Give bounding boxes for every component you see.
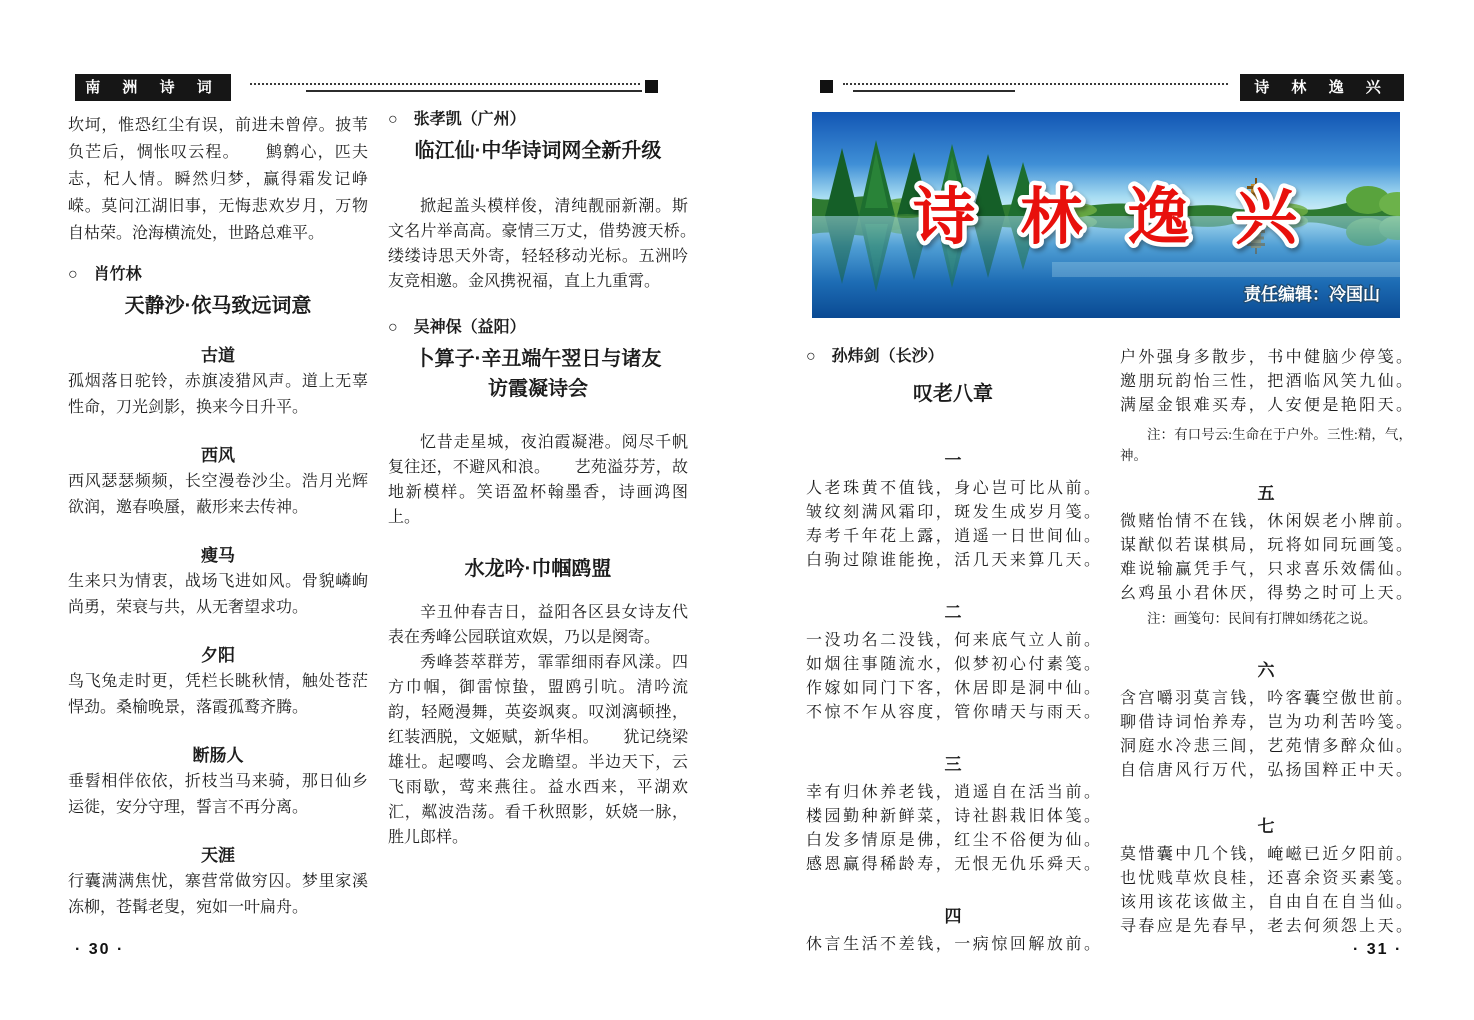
poem-line: 休言生活不差钱，一病惊回解放前。: [806, 936, 1100, 953]
banner-title: 诗 林 逸 兴: [913, 183, 1311, 252]
stanza-heading: 六: [1257, 661, 1275, 680]
section-heading: 西风: [201, 446, 235, 465]
section-text: 垂髫相伴依依，折枝当马来骑，那日仙乡运徙，安分守理，誓言不再分离。: [68, 773, 368, 816]
poem-line: 满屋金银难买寿，人安便是艳阳天。: [1120, 397, 1412, 414]
section-text: 鸟飞兔走时更，凭栏长眺秋情，触处苍茫悍劲。桑榆晚景，落霞孤鹜齐腾。: [68, 673, 368, 716]
author-line: ○ 孙炜剑（长沙）: [806, 348, 944, 365]
stanza-heading: 三: [944, 755, 962, 774]
footnote: 注：有口号云:生命在于户外。三性:精，气，神。: [1120, 427, 1412, 463]
poem-body: 忆昔走星城，夜泊霞凝港。阅尽千帆复往还，不避风和浪。 艺苑溢芬芳，故地新模样。笑语盈杯翰墨香，诗画鸿图上。: [388, 434, 688, 526]
banner-illustration: [812, 112, 1400, 318]
poem-section: [68, 343, 368, 421]
page-number-right: · 31 ·: [1353, 941, 1403, 958]
stanza-heading: 二: [944, 603, 962, 622]
author-line: ○ 吴神保（益阳）: [388, 319, 526, 336]
poem-line: 该用该花该做主，自由自在自当仙。: [1120, 894, 1412, 911]
poem-line: 楼园勤种新鲜菜，诗社斟栽旧体笺。: [806, 808, 1100, 825]
stanza: [1120, 482, 1412, 629]
poem-line: 邀朋玩韵怡三性，把酒临风笑九仙。: [1120, 373, 1412, 390]
poem-line: 不惊不乍从容度，管你晴天与雨天。: [806, 704, 1100, 721]
section-heading: 天涯: [201, 846, 235, 865]
left-page-column-1: [68, 112, 368, 921]
section-heading: 瘦马: [201, 546, 235, 565]
poem-line: 如烟往事随流水，似梦初心付素笺。: [806, 656, 1100, 673]
section-heading: 断肠人: [192, 746, 244, 765]
poem-line: 微赌怡情不在钱，休闲娱老小牌前。: [1120, 513, 1412, 530]
water-light-band: [1052, 262, 1400, 277]
poem-body: 掀起盖头模样俊，清纯靓丽新潮。斯文名片举高高。豪情三万丈，借势渡天桥。 缕缕诗思天外寄，轻轻移动光标。五洲吟友竞相邀。金风携祝福，直上九重霄。: [388, 198, 721, 290]
poem-line: 洞庭水冷悲三闾，艺苑情多醉众仙。: [1120, 738, 1412, 755]
poem-preface: 辛丑仲春吉日，益阳各区县女诗友代表在秀峰公园联谊欢娱，乃以是阕寄。: [388, 604, 688, 646]
poem-line: 人老珠黄不值钱，身心岂可比从前。: [806, 480, 1100, 497]
stanza: [806, 905, 1100, 957]
stanza: [1120, 815, 1412, 939]
right-page-column-1: [806, 345, 1100, 957]
left-page-column-2: [388, 108, 721, 850]
poem-line: 谋猷似若谋棋局，玩将如同玩画笺。: [1120, 537, 1412, 554]
author-line: ○ 肖竹林: [68, 266, 142, 283]
poem-line: 含宫嚼羽莫言钱，吟客囊空傲世前。: [1120, 690, 1412, 707]
poem-line: 难说输赢凭手气，只求喜乐效儒仙。: [1120, 561, 1412, 578]
page-number-left: · 30 ·: [75, 941, 125, 958]
poem-line: 作嫁如同门下客，休居即是洞中仙。: [806, 680, 1100, 697]
poem-section: [68, 543, 368, 621]
poem-line: 白发多情原是佛，红尘不俗便为仙。: [806, 832, 1100, 849]
section-text: 孤烟落日驼铃，赤旗凌猎风声。道上无辜性命，刀光剑影，换来今日升平。: [68, 373, 368, 416]
stanza: [806, 753, 1100, 877]
stanza-heading: 四: [944, 907, 962, 926]
poem-line: 莫惜囊中几个钱，崦嵫已近夕阳前。: [1120, 846, 1412, 863]
corner-square-left: [645, 80, 658, 93]
author-line: ○ 张孝凯（广州）: [388, 111, 526, 128]
poem-title-line2: 访霞凝诗会: [488, 378, 588, 400]
poem-line: 感恩赢得稀龄寿，无恨无仇乐舜天。: [806, 856, 1100, 873]
corner-square-right: [820, 80, 833, 93]
poem-section: [68, 843, 368, 921]
poem-title: 水龙吟·巾帼鸥盟: [464, 558, 612, 580]
poem-title: 叹老八章: [913, 383, 993, 405]
poem-line: 幸有归休养老钱，逍遥自在活当前。: [806, 784, 1100, 801]
stanza: [1120, 659, 1412, 783]
rule-dotted-left: [250, 83, 640, 85]
stanza-heading: 七: [1257, 817, 1275, 836]
poem-line: 户外强身多散步，书中健脑少停笺。: [1120, 349, 1412, 366]
stanza-heading: 五: [1257, 484, 1275, 503]
stanza: [806, 601, 1100, 725]
poem-line: 聊借诗词怡养寿，岂为功利苦吟笺。: [1120, 714, 1412, 731]
right-page-column-2: [1120, 346, 1412, 939]
poem-line: 白驹过隙谁能挽，活几天来算几天。: [806, 552, 1100, 569]
poem-line: 寿考千年花上露，逍遥一日世间仙。: [806, 528, 1100, 545]
poem-section: [68, 743, 368, 821]
footnote: 注：画笺句：民间有打牌如绣花之说。: [1147, 611, 1377, 626]
poem-line: 一没功名二没钱，何来底气立人前。: [806, 632, 1100, 649]
stanza: [806, 449, 1100, 573]
poem-title: 卜算子·辛丑端午翌日与诸友: [414, 348, 662, 370]
section-text: 行囊满满焦忧，寨营常做穷囚。梦里家溪冻柳，苍髯老叟，宛如一叶扁舟。: [68, 873, 368, 916]
poem-title: 天静沙·依马致远词意: [124, 295, 312, 317]
poem-body: 秀峰荟萃群芳，霏霏细雨春风漾。四方巾帼，御雷惊蛰，盟鸥引吭。清吟流韵，轻飏漫舞，英姿飒爽。叹浏漓顿挫，红装洒脱，文姬赋，新华相。 犹记绕梁雄壮。起嘤鸣、会龙瞻望。半边天下，云飞雨歇，莺来燕往。益水西来，平湖欢汇，粼波浩荡。看千秋照影，妖娆一脉，胜儿郎样。: [388, 654, 688, 846]
section-heading: 古道: [201, 346, 235, 365]
poem-line: 也忧贱草炊良桂，还喜余资买素笺。: [1120, 870, 1412, 887]
rule-solid-right: [853, 90, 1015, 92]
section-text: 生来只为情衷，战场飞进如风。骨貌嶙峋尚勇，荣衰与共，从无奢望求功。: [68, 573, 368, 616]
masthead-right: 诗 林 逸 兴: [1240, 74, 1404, 101]
rule-solid-left: [306, 90, 642, 92]
poem-line: 皱纹刻满风霜印，斑发生成岁月笺。: [806, 504, 1100, 521]
banner-photo: [812, 112, 1400, 318]
editor-credit: 责任编辑：冷国山: [1244, 285, 1380, 304]
masthead-left: 南 洲 诗 词: [75, 74, 231, 101]
section-text: 西风瑟瑟频频，长空漫卷沙尘。浩月光辉欲润，邀春唤蜃，蔽形来去传神。: [68, 473, 368, 516]
rule-dotted-right: [843, 83, 1228, 85]
poem-section: [68, 643, 368, 721]
poem-line: 幺鸡虽小君休厌，得势之时可上天。: [1120, 585, 1412, 602]
poem-continuation: 坎坷，惟恐红尘有误，前进未曾停。披苇负芒后，惆怅叹云程。 鹪鹩心，匹夫志，杞人情。瞬然归梦，赢得霜发记峥嵘。莫问江湖旧事，无悔悲欢岁月，万物自枯荣。沧海横流处，世路总难平。: [68, 117, 368, 242]
poem-title: 临江仙·中华诗词网全新升级: [414, 140, 662, 162]
section-heading: 夕阳: [201, 646, 235, 665]
poem-line: 寻春应是先春早，老去何须怨上天。: [1120, 918, 1412, 935]
poem-section: [68, 443, 368, 521]
poem-line: 自信唐风行万代，弘扬国粹正中天。: [1120, 762, 1412, 779]
stanza-heading: 一: [944, 451, 962, 470]
